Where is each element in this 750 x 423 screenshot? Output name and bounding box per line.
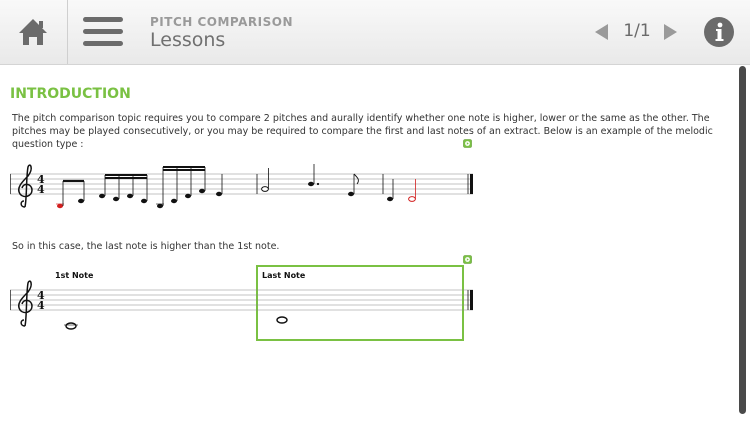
time-signature-top: 4	[37, 173, 45, 186]
info-icon	[703, 16, 735, 48]
intro-paragraph: The pitch comparison topic requires you to compare 2 pitches and aurally identify whether one note is higher, lower or the same as the other. The pitches may be played consecutively, or you may be required to compare the first and last notes of an extract. Below is an example of the melodic question type :	[12, 113, 713, 150]
home-icon	[0, 0, 66, 64]
menu-button[interactable]	[78, 14, 128, 50]
conclusion-paragraph: So in this case, the last note is higher than the 1st note.	[12, 241, 280, 252]
treble-clef-icon	[19, 165, 32, 207]
page-title: Lessons	[150, 29, 226, 51]
first-whole-note	[66, 323, 76, 329]
next-page-button[interactable]	[660, 22, 680, 42]
last-note-label: Last Note	[262, 271, 306, 280]
play-audio-icon[interactable]	[463, 139, 472, 148]
info-button[interactable]	[703, 16, 735, 48]
menu-icon	[78, 14, 128, 50]
time-signature-bottom: 4	[37, 183, 45, 196]
home-button[interactable]	[0, 0, 66, 64]
first-note-label: 1st Note	[55, 271, 94, 280]
treble-clef-icon	[19, 281, 32, 326]
page-indicator: 1/1	[623, 21, 651, 41]
prev-page-button[interactable]	[592, 22, 612, 42]
melody-score	[10, 150, 480, 222]
prev-arrow-icon	[592, 22, 612, 42]
section-heading: INTRODUCTION	[10, 86, 131, 102]
comparison-score	[10, 260, 480, 346]
section-subtitle: PITCH COMPARISON	[150, 15, 293, 29]
vertical-scrollbar[interactable]	[739, 66, 746, 414]
last-whole-note	[277, 317, 287, 323]
toolbar-divider	[67, 0, 68, 64]
next-arrow-icon	[660, 22, 680, 42]
time-signature-top: 4	[37, 289, 45, 302]
time-signature-bottom: 4	[37, 299, 45, 312]
top-toolbar	[0, 0, 750, 65]
